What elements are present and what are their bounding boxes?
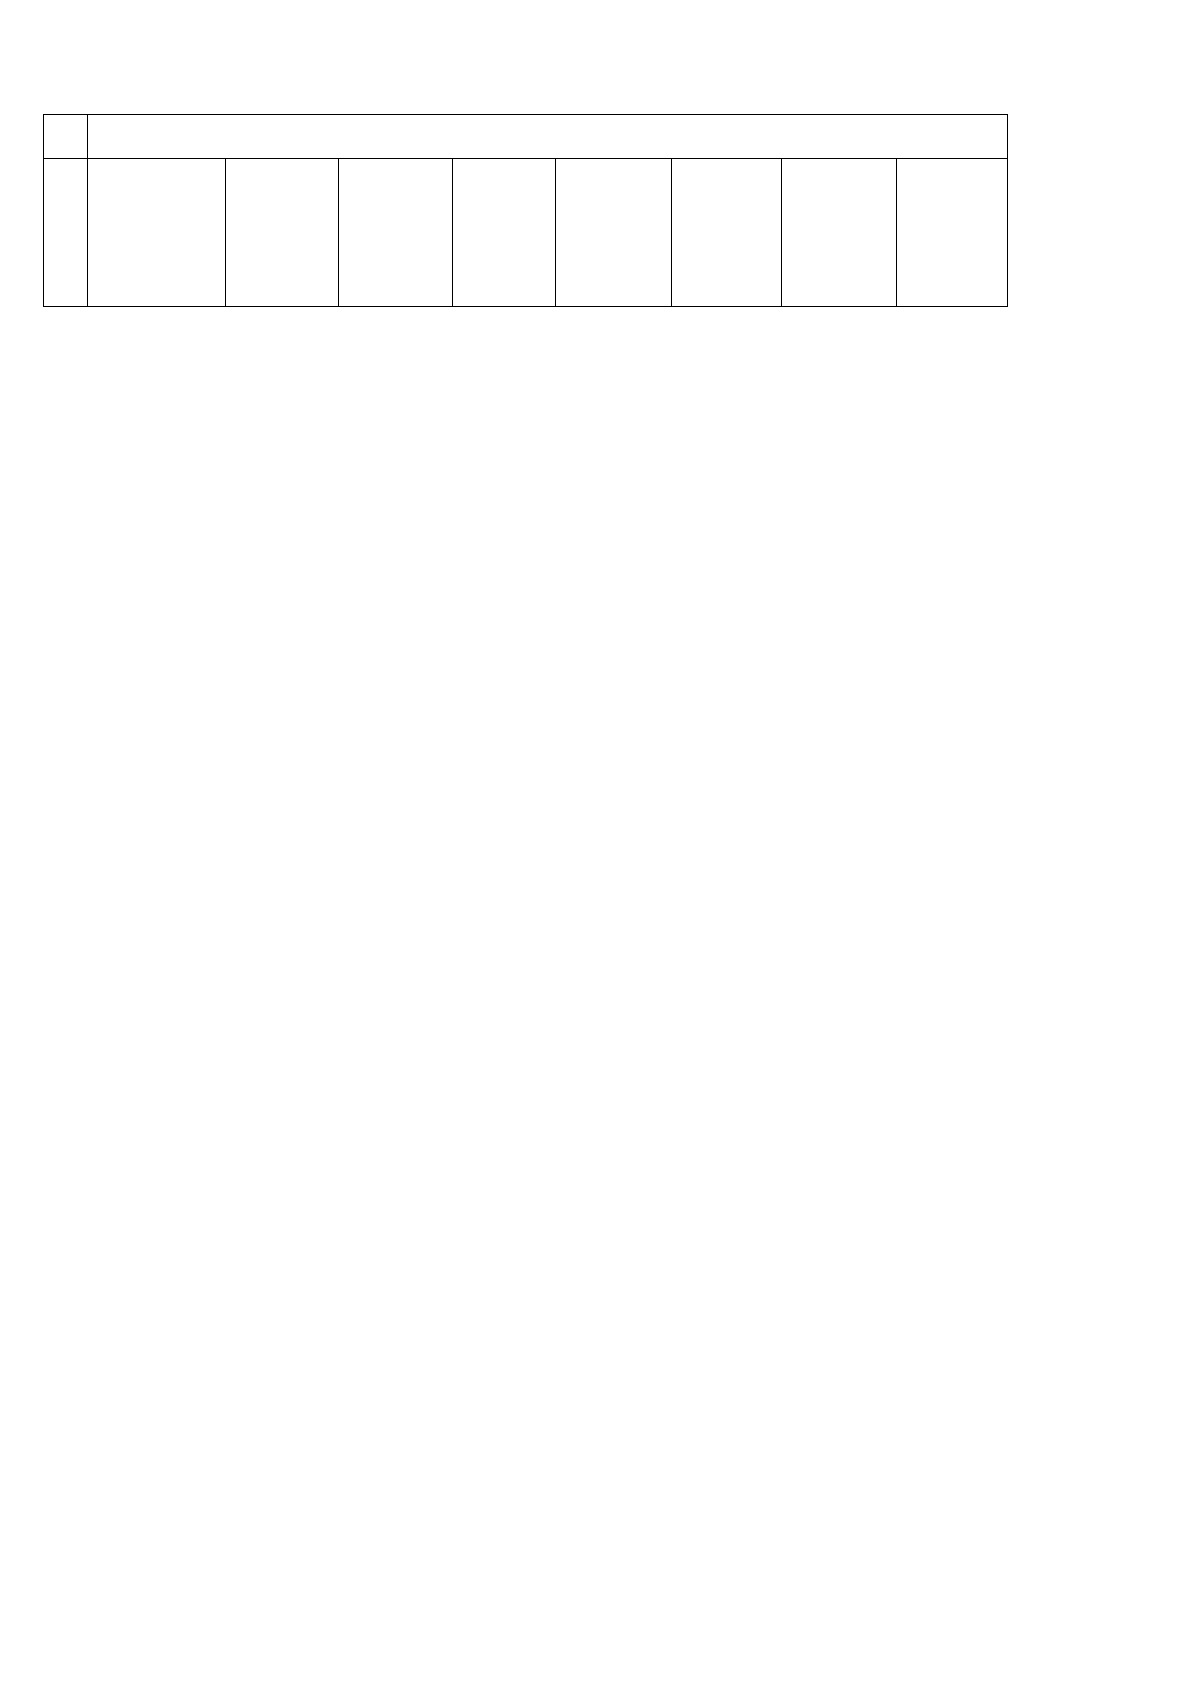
cell-c6 xyxy=(782,159,897,307)
cell-c4 xyxy=(556,159,672,307)
cell-c1 xyxy=(226,159,339,307)
continued-header-text xyxy=(88,115,1008,159)
cell-c3 xyxy=(453,159,556,307)
cell-c7 xyxy=(897,159,1008,307)
row-name xyxy=(88,159,226,307)
continued-header-row xyxy=(44,115,1008,159)
control-points-table xyxy=(43,114,1008,307)
header-empty-cell xyxy=(44,115,88,159)
cell-c2 xyxy=(339,159,453,307)
row-number xyxy=(44,159,88,307)
table-row xyxy=(44,159,1008,307)
cell-c5 xyxy=(672,159,782,307)
